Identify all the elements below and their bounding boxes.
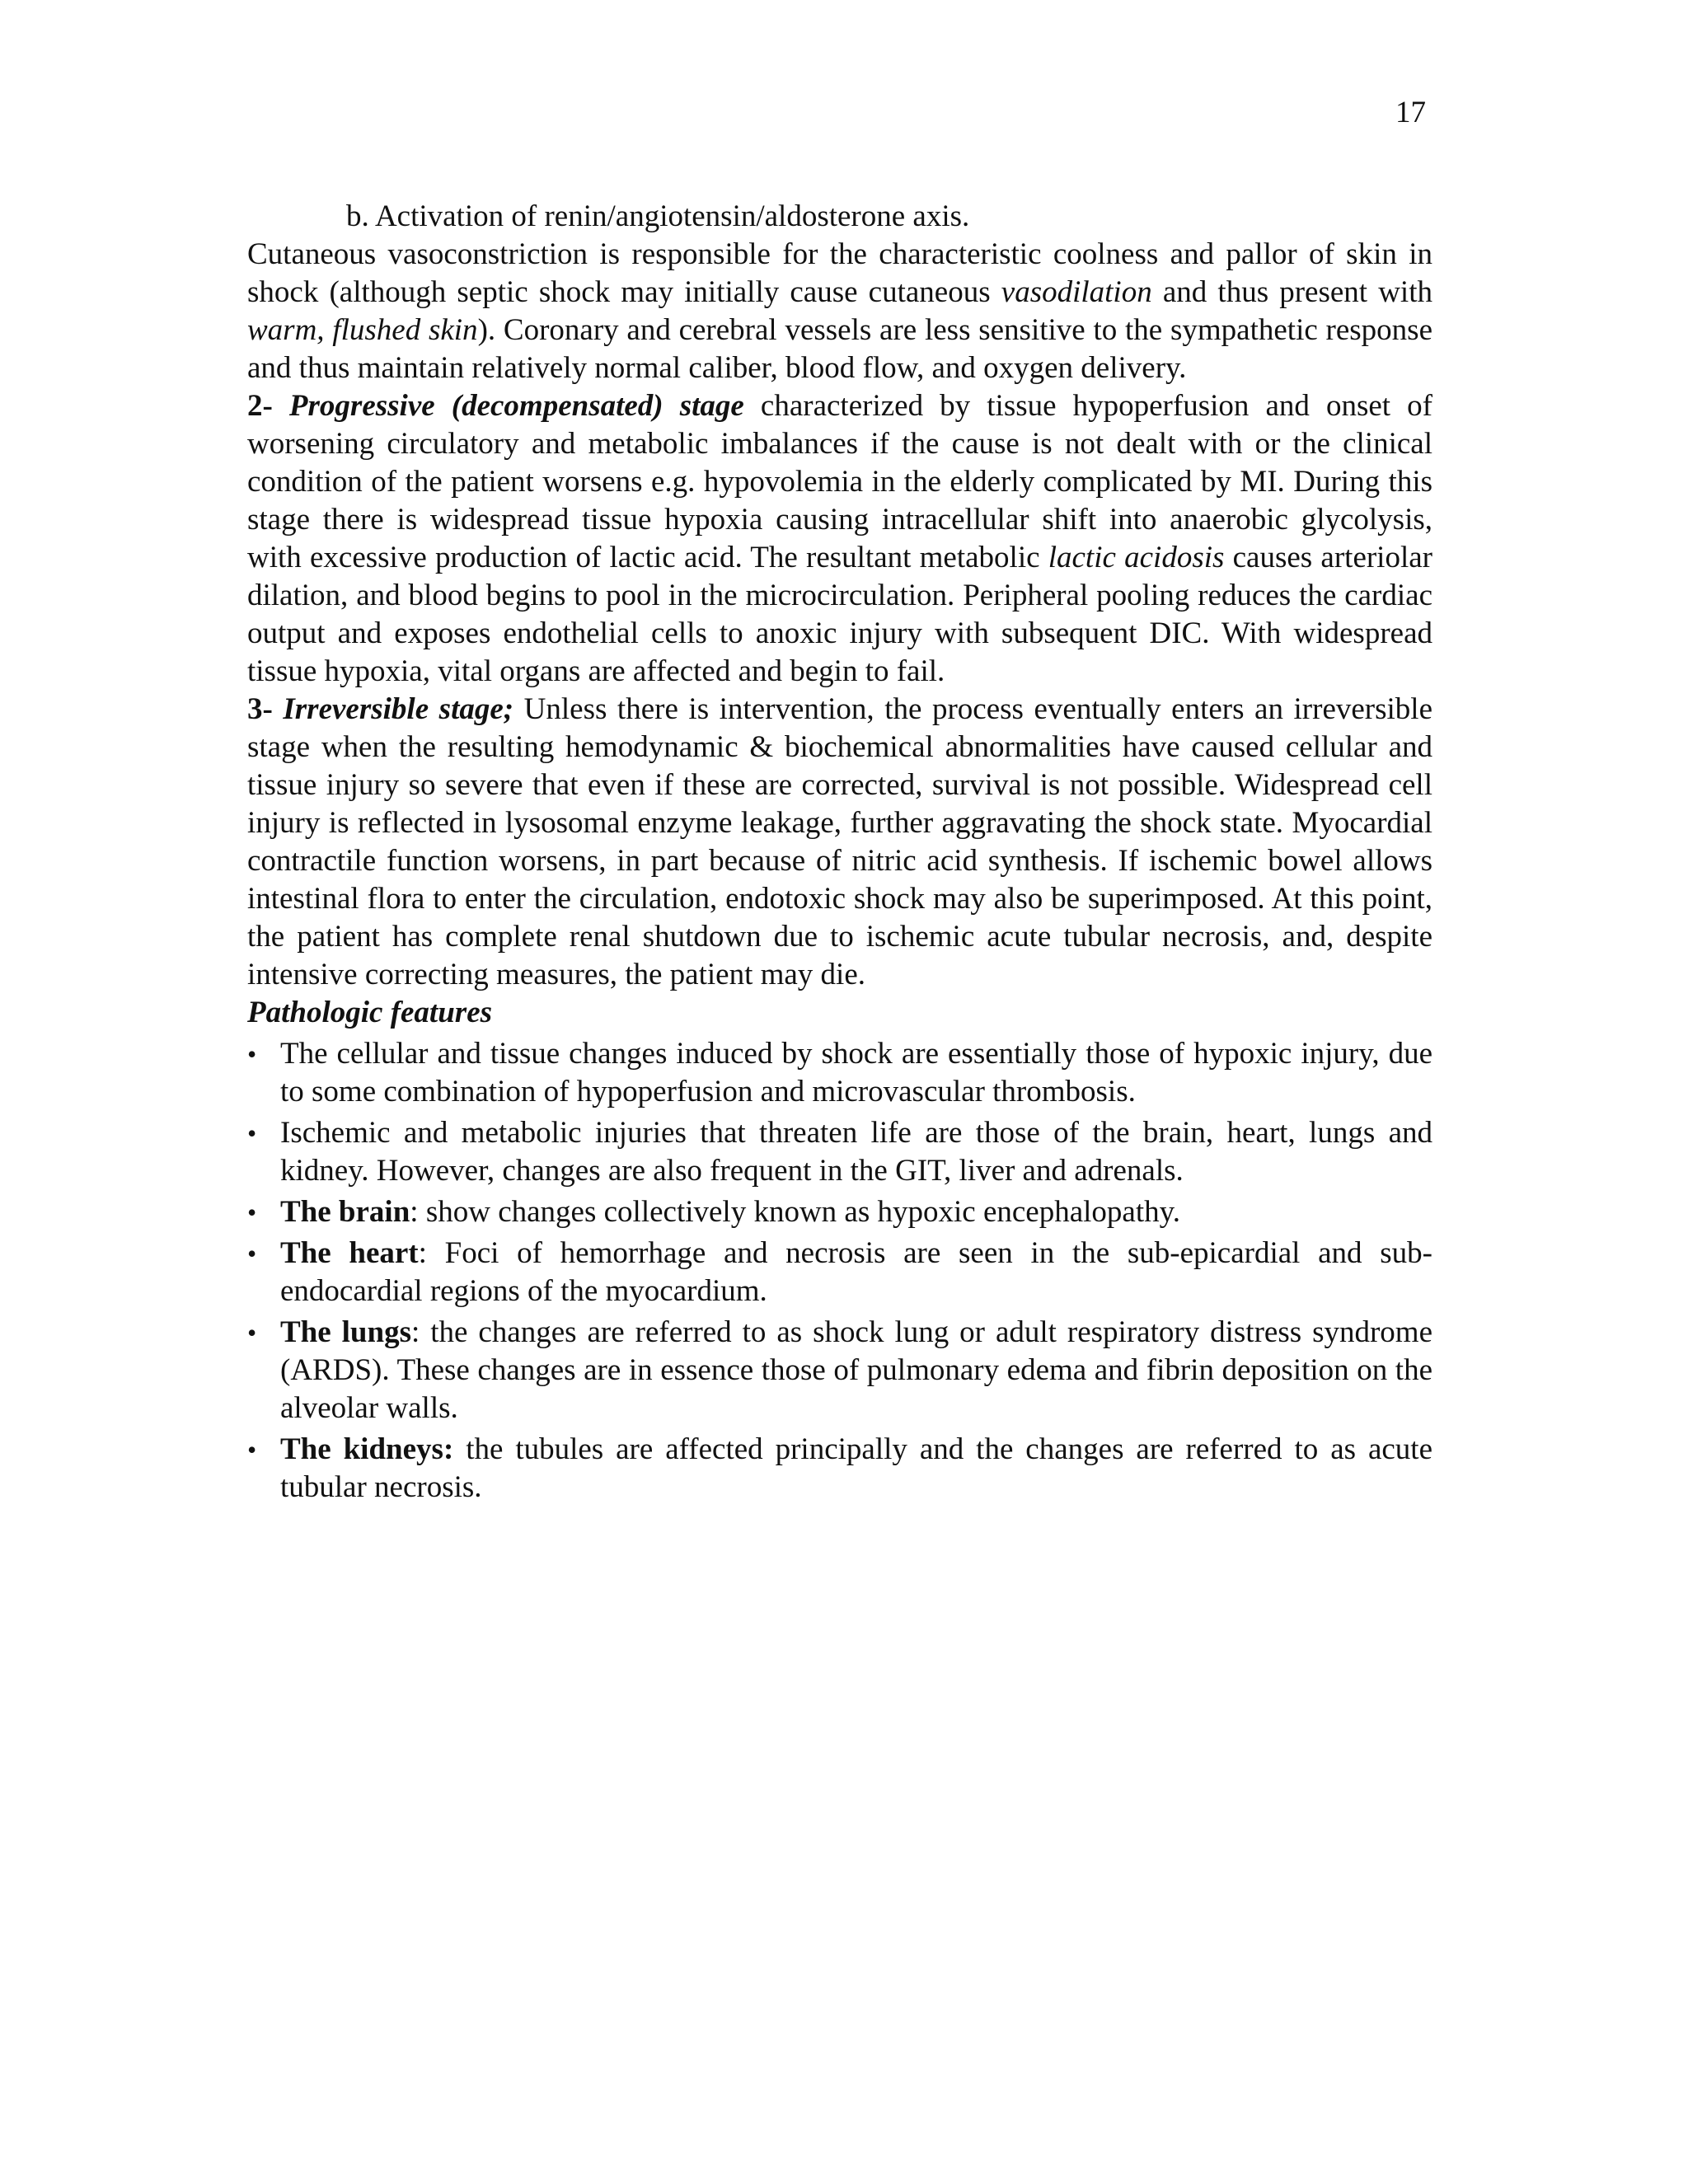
text-run: characterized by tissue hypoperfusion and onset of worsening circulatory and metabolic imbalances if the cause is not dealt with or the clinical condition of the patient worsens e.g. hypovolemia in the elderly complicated by MI. During this stage there is widespread tissue hypoxia causing intracellular shift into anaerobic glycolysis, with excessive production of lactic acid. The resultant metabolic <box>247 389 1433 574</box>
italic-term: warm, flushed skin <box>247 313 478 347</box>
list-item <box>247 1431 1432 1507</box>
text-run: Cutaneous vasoconstriction is responsible for the characteristic coolness and pallor of skin in shock (although septic shock may initially cause cutaneous <box>247 237 1432 309</box>
paragraph-irreversible-stage <box>247 691 1432 994</box>
item-text: Ischemic and metabolic injuries that threaten life are those of the brain, heart, lungs and kidney. However, changes are also frequent in the GIT, liver and adrenals. <box>280 1116 1432 1188</box>
list-item <box>247 1235 1432 1310</box>
list-item <box>247 1193 1432 1231</box>
bullet-icon: • <box>247 1318 257 1347</box>
list-item <box>247 1114 1432 1190</box>
pathologic-features-list <box>247 1035 1432 1507</box>
stage-title: Irreversible stage; <box>283 692 514 726</box>
intro-list-item: b. Activation of renin/angiotensin/aldosterone axis. <box>346 199 970 233</box>
text-run: Unless there is intervention, the process eventually enters an irreversible stage when the resulting hemodynamic & biochemical abnormalities have caused cellular and tissue injury so severe that even if these are corrected, survival is not possible. Widespread cell injury is reflected in lysosomal enzyme leakage, further aggravating the shock state. Myocardial contractile function worsens, in part because of nitric acid synthesis. If ischemic bowel allows intestinal flora to enter the circulation, endotoxic shock may also be superimposed. At this point, the patient has complete renal shutdown due to ischemic acute tubular necrosis, and, despite intensive correcting measures, the patient may die. <box>247 692 1432 991</box>
paragraph-progressive-stage <box>247 387 1432 691</box>
list-item <box>247 1035 1432 1111</box>
item-text: the tubules are affected principally and the changes are referred to as acute tubular necrosis. <box>280 1432 1432 1504</box>
item-text: : Foci of hemorrhage and necrosis are seen in the sub-epicardial and sub-endocardial regions of the myocardium. <box>280 1236 1432 1308</box>
bullet-icon: • <box>247 1239 257 1268</box>
stage-title: Progressive (decompensated) stage <box>288 389 744 423</box>
list-item <box>247 1314 1432 1427</box>
bullet-icon: • <box>247 1039 257 1069</box>
bullet-icon: • <box>247 1197 257 1227</box>
bullet-icon: • <box>247 1435 257 1465</box>
item-bold-label: The lungs <box>280 1315 411 1349</box>
bullet-icon: • <box>247 1118 257 1148</box>
page-number: 17 <box>1395 96 1426 129</box>
item-text: The cellular and tissue changes induced by shock are essentially those of hypoxic injury, due to some combination of hypoperfusion and microvascular thrombosis. <box>280 1037 1432 1108</box>
paragraph-vasoconstriction <box>247 236 1432 387</box>
item-text: : the changes are referred to as shock lung or adult respiratory distress syndrome (ARDS). These changes are in essence those of pulmonary edema and fibrin deposition on the alveolar walls. <box>280 1315 1433 1425</box>
text-run: ). Coronary and cerebral vessels are less sensitive to the sympathetic response and thus maintain relatively normal caliber, blood flow, and oxygen delivery. <box>247 313 1432 385</box>
item-bold-label: The brain <box>280 1195 410 1229</box>
stage-number: 2- <box>247 389 289 423</box>
text-run: causes arteriolar dilation, and blood begins to pool in the microcirculation. Peripheral pooling reduces the cardiac output and exposes endothelial cells to anoxic injury with subsequent DIC. With widespread tissue hypoxia, vital organs are affected and begin to fail. <box>247 541 1432 688</box>
document-body <box>247 198 1432 1510</box>
pathologic-features-heading: Pathologic features <box>247 996 493 1029</box>
italic-term: lactic acidosis <box>1048 541 1225 574</box>
stage-number: 3- <box>247 692 284 726</box>
item-text: : show changes collectively known as hypoxic encephalopathy. <box>410 1195 1180 1229</box>
item-bold-label: The heart <box>280 1236 419 1270</box>
italic-term: vasodilation <box>1001 275 1152 309</box>
item-bold-label: The kidneys: <box>280 1432 454 1466</box>
text-run: and thus present with <box>1151 275 1432 309</box>
